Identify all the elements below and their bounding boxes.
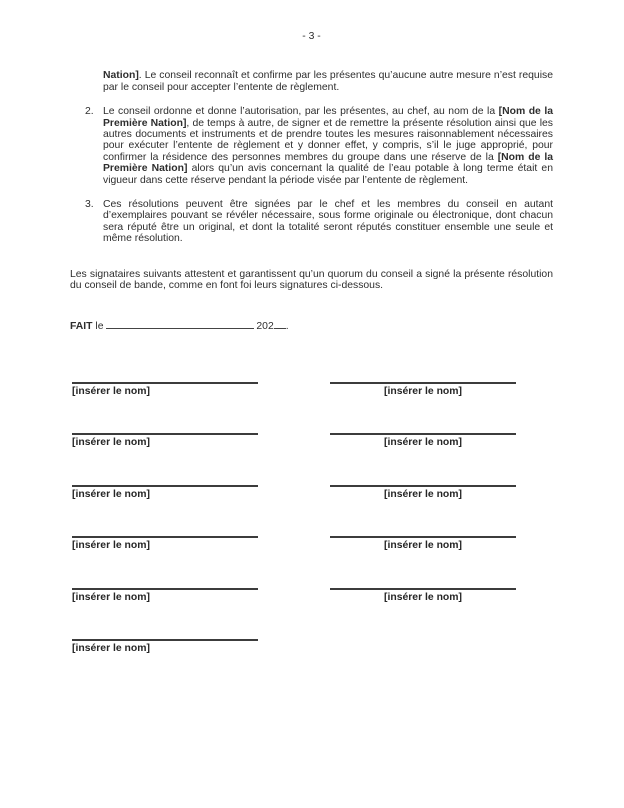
list-item-2-number: 2.: [85, 106, 94, 118]
intro-regular-text: . Le conseil reconnaît et confirme par les présentes qu’aucune autre mesure n’est requise par le conseil pour accepter l’entente de règlement.: [103, 70, 553, 93]
list-item-2-seg-1: [Nom de la Première Nation]: [103, 106, 553, 129]
list-item-3-text: [103, 199, 553, 245]
signature-name-label: [insérer le nom]: [384, 385, 462, 397]
signature-field-3-right: [330, 485, 516, 500]
signature-field-1-right: [330, 382, 516, 397]
list-item-2: [70, 106, 553, 186]
signature-name-label: [insérer le nom]: [384, 488, 462, 500]
signature-name-label: [insérer le nom]: [72, 385, 150, 397]
intro-paragraph: [103, 70, 553, 93]
signature-name-label: [insérer le nom]: [72, 437, 150, 449]
signature-field-4-left: [72, 536, 258, 551]
date-blank: [106, 319, 254, 329]
signature-field-1-left: [72, 382, 258, 397]
signature-name-label: [insérer le nom]: [384, 591, 462, 603]
date-suffix: .: [285, 320, 289, 332]
signature-row-6: [70, 639, 553, 654]
signature-name-label: [insérer le nom]: [72, 642, 150, 654]
list-item-2-seg-4: alors qu’un avis concernant la qualité de l’eau potable à long terme était en vigueur dans cette réserve pendant la période visée par l’entente de règlement.: [103, 163, 553, 186]
signature-row-3: [70, 485, 553, 500]
list-item-3: [70, 199, 553, 245]
date-year-prefix: 202: [256, 320, 274, 332]
date-line: [70, 319, 553, 332]
signature-field-5-left: [72, 588, 258, 603]
date-year-blank: [274, 319, 286, 329]
list-item-3-number: 3.: [85, 199, 94, 211]
signature-field-3-left: [72, 485, 258, 500]
signature-row-4: [70, 536, 553, 551]
signature-name-label: [insérer le nom]: [384, 540, 462, 552]
signature-section: [70, 382, 553, 654]
signature-row-1: [70, 382, 553, 397]
list-item-2-seg-0: Le conseil ordonne et donne l’autorisation, par les présentes, au chef, au nom de la: [103, 106, 499, 118]
attestation-paragraph: Les signataires suivants attestent et garantissent qu’un quorum du conseil a signé la présente résolution du conseil de bande, comme en font foi leurs signatures ci-dessous.: [70, 268, 553, 292]
list-item-2-seg-2: , de temps à autre, de signer et de remettre la présente résolution ainsi que les autres documents et instruments et de prendre toutes les mesures raisonnablement nécessaires pour exécuter l’entente de règlement et y donner effet, y compris, s’il le juge approprié, pour confirmer la résidence des personnes membres du groupe dans une réserve de la: [103, 117, 553, 163]
signature-field-5-right: [330, 588, 516, 603]
date-le-label: le: [95, 320, 104, 332]
signature-name-label: [insérer le nom]: [72, 591, 150, 603]
list-item-3-seg-0: Ces résolutions peuvent être signées par le chef et les membres du conseil en autant d’exemplaires pouvant se révéler nécessaire, sous forme originale ou électronique, dont chacun sera réputé être un original, et dont la totalité seront réputés constituer ensemble une seule et même résolution.: [103, 199, 553, 245]
page-number: - 3 -: [302, 31, 321, 42]
signature-field-4-right: [330, 536, 516, 551]
list-item-2-seg-3: [Nom de la Première Nation]: [103, 151, 554, 175]
list-item-2-text: [103, 106, 553, 186]
signature-row-5: [70, 588, 553, 603]
signature-name-label: [insérer le nom]: [72, 540, 150, 552]
signature-name-label: [insérer le nom]: [72, 488, 150, 500]
signature-row-2: [70, 433, 553, 448]
intro-bold-text: Nation]: [103, 70, 139, 82]
signature-name-label: [insérer le nom]: [384, 437, 462, 449]
signature-field-2-right: [330, 433, 516, 448]
signature-field-6-left: [72, 639, 258, 654]
signature-field-2-left: [72, 433, 258, 448]
date-fait-label: FAIT: [70, 320, 93, 332]
